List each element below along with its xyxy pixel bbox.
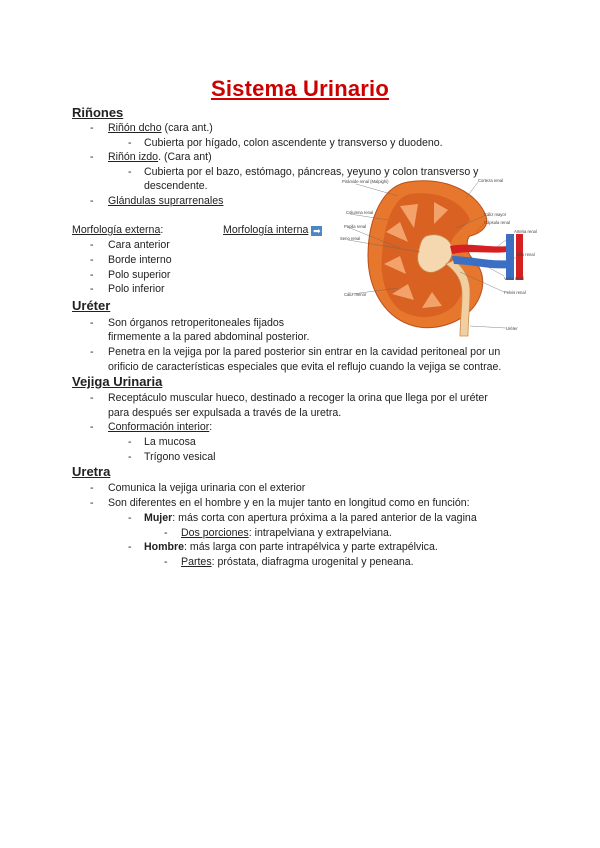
arrow-right-icon: ➡ [313, 226, 321, 236]
ureter-item-2-line-1: Penetra en la vejiga por la pared posterior sin entrar en la cavidad peritoneal por un [108, 346, 501, 358]
section-heading-rinones: Riñones [72, 105, 124, 120]
conf-item-1: La mucosa [144, 436, 196, 448]
externa-item-2: Borde interno [108, 254, 172, 266]
uretra-mujer [144, 511, 477, 526]
section-heading-ureter: Uréter [72, 298, 111, 313]
diagram-label-columna: Columna renal [346, 210, 374, 215]
bullet-dash: - [90, 122, 94, 134]
bullet-dash: - [90, 269, 94, 281]
vena-cava [506, 234, 514, 280]
bullet-dash: - [90, 254, 94, 266]
externa-item-1: Cara anterior [108, 239, 170, 251]
morfologia-externa-label: Morfología externa [72, 224, 161, 236]
externa-item-3: Polo superior [108, 269, 171, 281]
hombre-text: : más larga con parte intrapélvica y parte extrapélvica. [184, 541, 438, 553]
bullet-dash: - [128, 512, 132, 524]
bullet-dash: - [164, 556, 168, 568]
dos-porciones-label: Dos porciones [181, 527, 249, 539]
bullet-dash: - [90, 346, 94, 358]
rinon-izdo-sub-2: descendente. [144, 180, 208, 192]
section-heading-uretra: Uretra [72, 464, 111, 479]
morfologia-interna-label: Morfología interna [223, 224, 309, 236]
bullet-dash: - [90, 195, 94, 207]
rinon-dcho-label: Riñón dcho [108, 122, 162, 134]
morfologia-externa-heading [72, 223, 163, 238]
page-title: Sistema Urinario [210, 76, 390, 101]
diagram-label-vena: Vena renal [504, 276, 525, 281]
uretra-hombre [144, 540, 438, 555]
bullet-dash: - [128, 166, 132, 178]
ureter-item-2-line-2: orificio de características especiales que evita el reflujo cuando la vejiga se contrae. [108, 361, 502, 373]
ureter-item-1-line-2: firmemente a la pared abdominal posterior. [108, 331, 310, 343]
bullet-dash: - [90, 317, 94, 329]
bullet-dash: - [128, 451, 132, 463]
uretra-item-2: Son diferentes en el hombre y en la mujer tanto en longitud como en función: [108, 497, 470, 509]
section-heading-vejiga: Vejiga Urinaria [72, 374, 163, 389]
diagram-label-piramide: Pirámide renal (Malpighi) [342, 179, 389, 184]
diagram-label-corteza: Corteza renal [478, 178, 504, 183]
diagram-label-seno: Seno renal [340, 236, 361, 241]
rinon-izdo-sub-1: Cubierta por el bazo, estómago, páncreas, yeyuno y colon transverso y [144, 166, 479, 178]
vejiga-item-1-line-1: Receptáculo muscular hueco, destinado a recoger la orina que llega por el uréter [108, 392, 488, 404]
diagram-label-pelvis: Pelvis renal [504, 290, 526, 295]
vejiga-item-1-line-2: para después ser expulsada a través de la uretra. [108, 407, 342, 419]
uretra-dos-porciones [181, 526, 392, 541]
renal-artery [450, 245, 508, 254]
diagram-label-hilio: Hilio renal [516, 252, 535, 257]
uretra-item-1: Comunica la vejiga urinaria con el exterior [108, 482, 306, 494]
list-item-rinon-dcho [108, 121, 213, 136]
externa-item-4: Polo inferior [108, 283, 165, 295]
glandulas-suprarrenales: Glándulas suprarrenales [108, 195, 224, 207]
partes-label: Partes [181, 556, 212, 568]
conformacion-interior-colon: : [209, 421, 213, 433]
rinon-dcho-sub: Cubierta por hígado, colon ascendente y transverso y duodeno. [144, 137, 443, 149]
aorta [516, 234, 523, 280]
partes-text: : próstata, diafragma urogenital y peneana. [211, 556, 414, 568]
bullet-dash: - [90, 392, 94, 404]
conf-item-2: Trígono vesical [144, 451, 216, 463]
bullet-dash: - [90, 482, 94, 494]
bullet-dash: - [90, 283, 94, 295]
kidney-diagram [338, 176, 537, 336]
morfologia-interna-link[interactable] [223, 223, 322, 238]
diagram-label-capsula: Cápsula renal [484, 220, 510, 225]
bullet-dash: - [90, 239, 94, 251]
bullet-dash: - [128, 137, 132, 149]
dos-porciones-text: : intrapelviana y extrapelviana. [248, 527, 392, 539]
conformacion-interior [108, 420, 212, 435]
mujer-label: Mujer [144, 512, 173, 524]
bullet-dash: - [90, 151, 94, 163]
bullet-dash: - [164, 527, 168, 539]
bullet-dash: - [90, 421, 94, 433]
uretra-partes [181, 555, 414, 570]
conformacion-interior-label: Conformación interior [108, 421, 210, 433]
morfologia-externa-colon: : [160, 224, 164, 236]
bullet-dash: - [128, 436, 132, 448]
list-item-rinon-izdo [108, 150, 212, 165]
diagram-label-papila: Papila renal [344, 224, 367, 229]
ureter-item-1-line-1: Son órganos retroperitoneales fijados [108, 317, 285, 329]
diagram-label-caliz-mayor: Cáliz mayor [484, 212, 507, 217]
mujer-text: : más corta con apertura próxima a la pared anterior de la vagina [172, 512, 477, 524]
rinon-dcho-suffix: (cara ant.) [161, 122, 213, 134]
diagram-label-caliz-menor: Cáliz menor [344, 292, 367, 297]
rinon-izdo-suffix: . (Cara ant) [158, 151, 212, 163]
diagram-label-arteria: Arteria renal [514, 229, 537, 234]
hombre-label: Hombre [144, 541, 185, 553]
bullet-dash: - [90, 497, 94, 509]
rinon-izdo-label: Riñón izdo [108, 151, 159, 163]
diagram-label-ureter: Uréter [506, 326, 518, 331]
bullet-dash: - [128, 541, 132, 553]
